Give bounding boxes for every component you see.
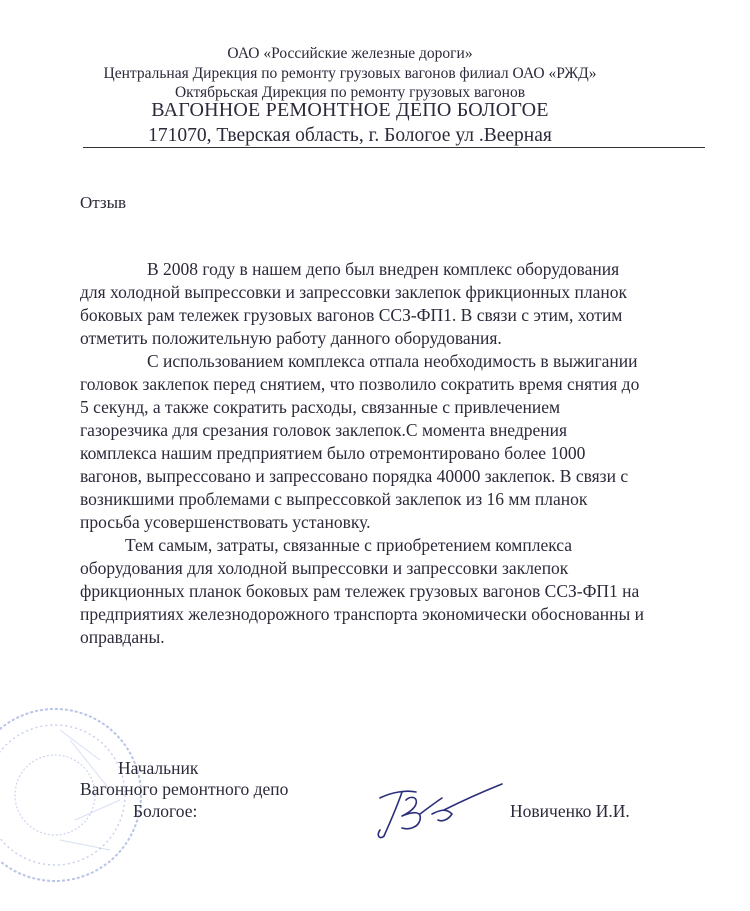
- paragraph-line: газорезчика для срезания головок заклепок.С момента внедрения: [80, 420, 568, 440]
- depot-name: ВАГОННОЕ РЕМОНТНОЕ ДЕПО БОЛОГОЕ: [151, 99, 549, 121]
- paragraph-line: 5 секунд, а также сократить расходы, связанные с привлечением: [80, 397, 561, 417]
- signer-title-line-1: Начальник: [118, 758, 199, 778]
- paragraph-line: оборудования для холодной выпрессовки и запрессовки заклепок: [80, 558, 569, 578]
- depot-address: 171070, Тверская область, г. Бологое ул .Веерная: [148, 125, 552, 146]
- letter-body: [80, 258, 705, 649]
- handwritten-signature: [372, 770, 507, 845]
- paragraph-line: фрикционных планок боковых рам тележек грузовых вагонов ССЗ-ФП1 на: [80, 581, 640, 601]
- directorate-october: Октябрьская Дирекция по ремонту грузовых вагонов: [174, 84, 526, 101]
- signer-name: Новиченко И.И.: [510, 801, 630, 821]
- paragraph-2: [80, 350, 705, 534]
- signer-title-line-2: Вагонного ремонтного депо: [80, 779, 289, 799]
- paragraph-line: вагонов, выпрессовано и запрессовано порядка 40000 заклепок. В связи с: [80, 466, 629, 486]
- paragraph-line: для холодной выпрессовки и запрессовки заклепок фрикционных планок: [80, 282, 628, 302]
- paragraph-line: возникшими проблемами с выпрессовкой заклепок из 16 мм планок: [80, 489, 588, 509]
- paragraph-line: просьба усовершенствовать установку.: [80, 512, 371, 532]
- paragraph-line: комплекса нашим предприятием было отремонтировано более 1000: [80, 443, 586, 463]
- paragraph-line: С использованием комплекса отпала необходимость в выжигании: [147, 351, 638, 371]
- paragraph-line: предприятиях железнодорожного транспорта экономически обоснованны и: [80, 604, 644, 624]
- paragraph-line: оправданы.: [80, 627, 165, 647]
- paragraph-line: Тем самым, затраты, связанные с приобретением комплекса: [125, 535, 573, 555]
- signer-title-line-3: Бологое:: [133, 801, 198, 821]
- paragraph-1: [80, 258, 705, 350]
- paragraph-line: боковых рам тележек грузовых вагонов ССЗ-ФП1. В связи с этим, хотим: [80, 305, 623, 325]
- directorate-central: Центральная Дирекция по ремонту грузовых вагонов филиал ОАО «РЖД»: [103, 65, 597, 82]
- paragraph-line: В 2008 году в нашем депо был внедрен комплекс оборудования: [147, 259, 620, 279]
- paragraph-line: отметить положительную работу данного оборудования.: [80, 328, 502, 348]
- header-divider: [83, 147, 705, 148]
- paragraph-3: [80, 534, 705, 649]
- paragraph-line: головок заклепок перед снятием, что позволило сократить время снятия до: [80, 374, 640, 394]
- org-name: ОАО «Российские железные дороги»: [227, 45, 473, 62]
- document-heading: Отзыв: [80, 193, 127, 212]
